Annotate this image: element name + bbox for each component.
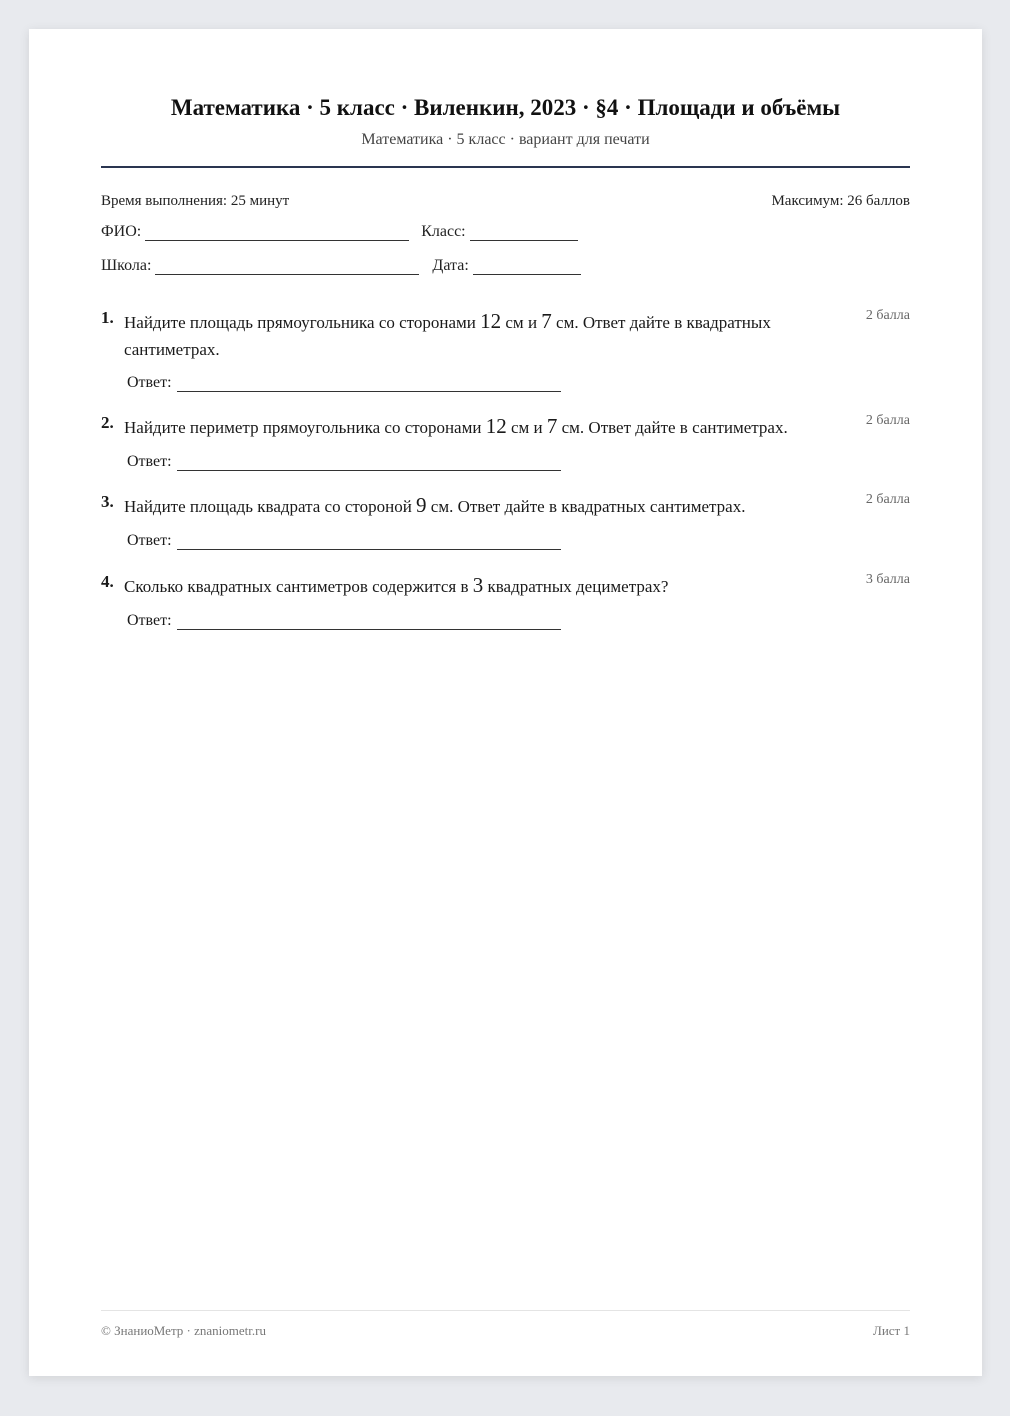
task-points: 2 балла bbox=[865, 492, 910, 507]
student-fields-row-1 bbox=[101, 223, 910, 241]
max-score: Максимум: 26 баллов bbox=[771, 193, 910, 209]
footer-copyright: © ЗнаниоМетр · znaniometr.ru bbox=[101, 1323, 266, 1338]
page-title: Математика · 5 класс · Виленкин, 2023 · §4 · Площади и объёмы bbox=[170, 95, 841, 120]
answer-field[interactable] bbox=[177, 615, 561, 630]
class-field[interactable] bbox=[470, 226, 578, 241]
title-divider bbox=[101, 166, 910, 168]
task-number: 1. bbox=[101, 308, 114, 327]
answer-label: Ответ: bbox=[127, 532, 172, 549]
date-label: Дата: bbox=[432, 257, 469, 274]
task-points: 2 балла bbox=[865, 413, 910, 428]
page-content bbox=[101, 29, 910, 1376]
class-label: Класс: bbox=[421, 223, 466, 240]
task-2-answer bbox=[127, 453, 561, 471]
task-4-answer bbox=[127, 612, 561, 630]
task-number: 3. bbox=[101, 492, 114, 511]
fio-label: ФИО: bbox=[101, 223, 142, 240]
page-subtitle: Математика · 5 класс · вариант для печати bbox=[361, 131, 650, 148]
fio-field[interactable] bbox=[145, 226, 409, 241]
worksheet-page bbox=[29, 29, 982, 1376]
student-fields-row-2 bbox=[101, 257, 910, 275]
page-number: Лист 1 bbox=[873, 1323, 910, 1338]
task-points: 2 балла bbox=[865, 308, 910, 323]
task-number: 4. bbox=[101, 572, 114, 591]
task-number: 2. bbox=[101, 413, 114, 432]
answer-label: Ответ: bbox=[127, 453, 172, 470]
task-points: 3 балла bbox=[865, 572, 910, 587]
task-text: Сколько квадратных сантиметров содержится в 3 квадратных дециметрах? bbox=[124, 573, 669, 597]
date-field[interactable] bbox=[473, 260, 581, 275]
task-1-answer bbox=[127, 374, 561, 392]
answer-label: Ответ: bbox=[127, 374, 172, 391]
answer-field[interactable] bbox=[177, 535, 561, 550]
school-field[interactable] bbox=[155, 260, 419, 275]
footer-divider bbox=[101, 1310, 910, 1311]
school-label: Школа: bbox=[101, 257, 152, 274]
time-limit: Время выполнения: 25 минут bbox=[101, 193, 290, 209]
answer-field[interactable] bbox=[177, 456, 561, 471]
task-3-answer bbox=[127, 532, 561, 550]
answer-field[interactable] bbox=[177, 377, 561, 392]
task-text: Найдите площадь прямоугольника со сторонами 12 см и 7 см. Ответ дайте в квадратных сантиметрах. bbox=[124, 309, 771, 359]
task-text: Найдите площадь квадрата со стороной 9 см. Ответ дайте в квадратных сантиметрах. bbox=[124, 493, 746, 517]
task-text: Найдите периметр прямоугольника со сторонами 12 см и 7 см. Ответ дайте в сантиметрах. bbox=[124, 414, 788, 438]
answer-label: Ответ: bbox=[127, 612, 172, 629]
